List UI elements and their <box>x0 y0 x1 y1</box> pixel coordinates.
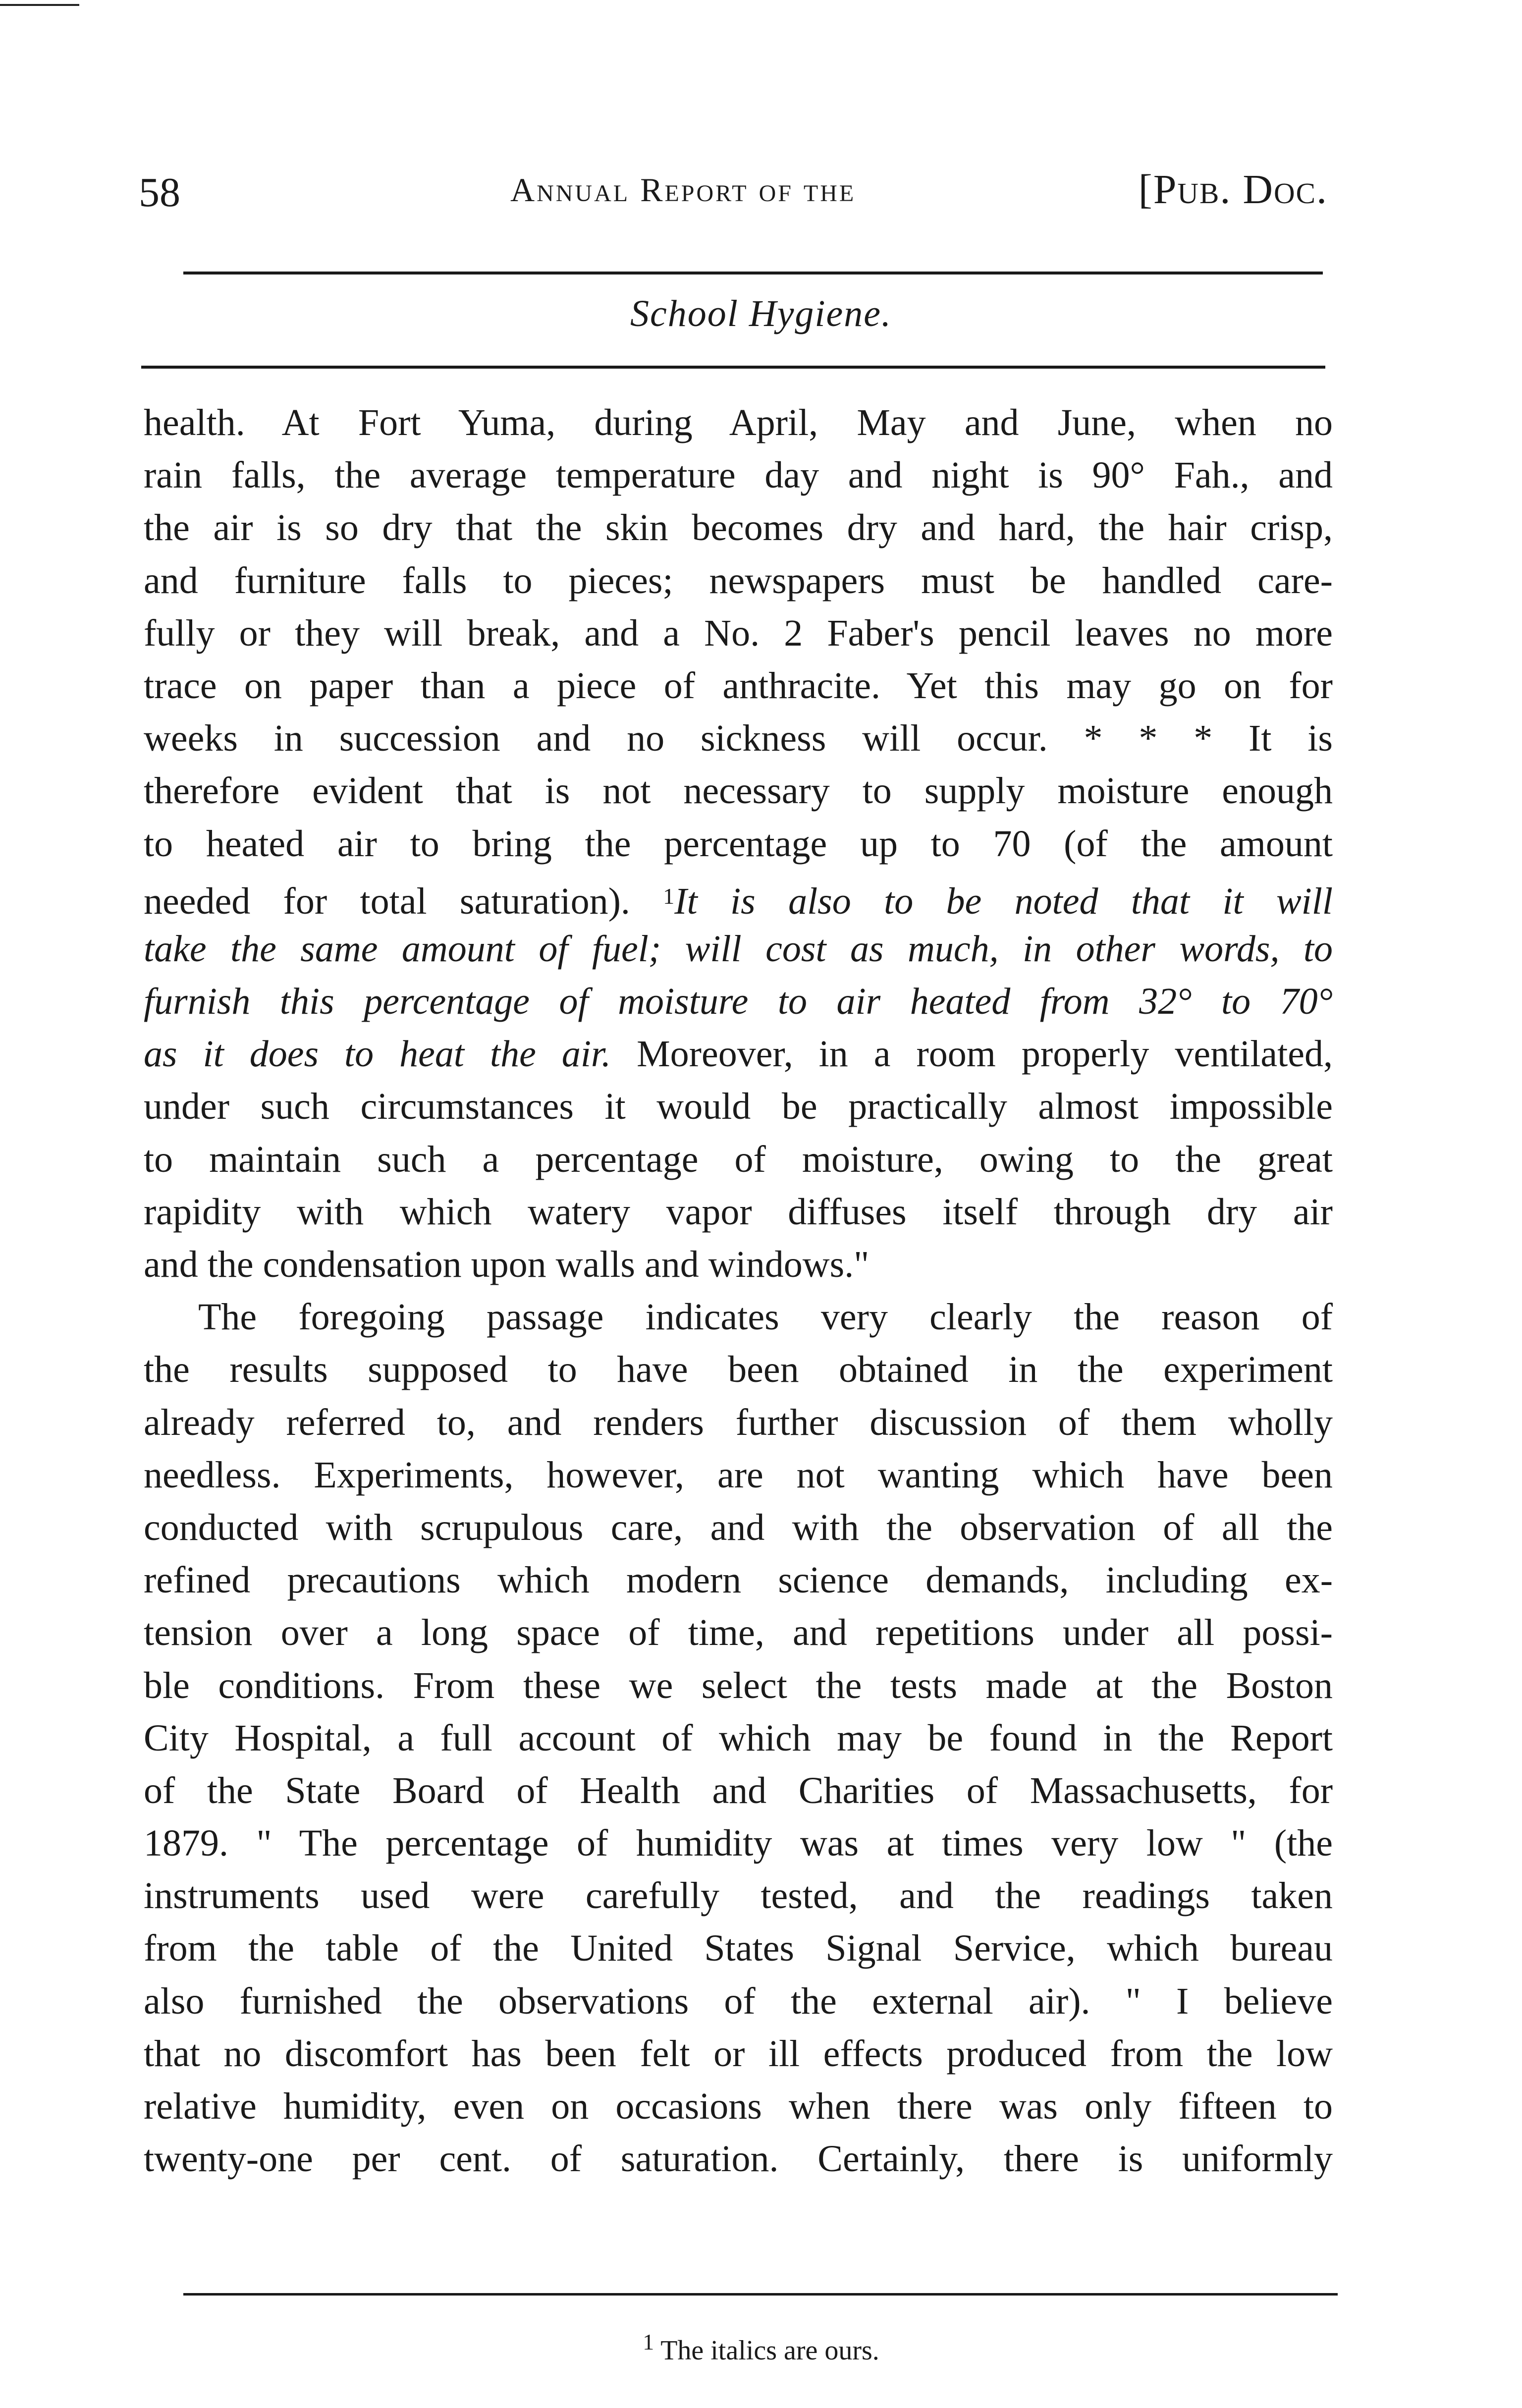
text-line: needless. Experiments, however, are not wanting which have been <box>144 1454 1333 1496</box>
text-line: tension over a long space of time, and repetitions under all possi- <box>144 1612 1333 1654</box>
text-line: and furniture falls to pieces; newspapers must be handled care- <box>144 559 1333 602</box>
italic-segment: as it does to heat the air. <box>144 1033 611 1075</box>
page-header <box>139 164 1328 223</box>
text-line: relative humidity, even on occasions when there was only fifteen to <box>144 2085 1333 2127</box>
text-line-mixed <box>144 1028 1333 1080</box>
footnote-marker: 1 <box>643 2329 654 2354</box>
text-line: 1879. " The percentage of humidity was at times very low " (the <box>144 1822 1333 1864</box>
text-line: to maintain such a percentage of moisture, owing to the great <box>144 1138 1333 1180</box>
text-line: twenty-one per cent. of saturation. Certainly, there is uniformly <box>144 2138 1333 2180</box>
text-line: health. At Fort Yuma, during April, May and June, when no <box>144 402 1333 443</box>
section-title: School Hygiene. <box>630 293 892 334</box>
text-line: conducted with scrupulous care, and with the observation of all the <box>144 1506 1333 1548</box>
text-line: rain falls, the average temperature day and night is 90° Fah., and <box>144 454 1333 496</box>
text-segment: needed for total saturation). <box>144 880 630 922</box>
text-line: already referred to, and renders further discussion of them wholly <box>144 1401 1333 1443</box>
body-text <box>144 396 1333 2185</box>
text-line: trace on paper than a piece of anthracite. Yet this may go on for <box>144 664 1333 707</box>
italic-segment: take the same amount of fuel; will cost as much, in other words, to <box>144 928 1333 970</box>
text-line: City Hospital, a full account of which may be found in the Report <box>144 1717 1333 1759</box>
footnote <box>0 2329 1522 2366</box>
text-line: refined precautions which modern science demands, including ex- <box>144 1559 1333 1601</box>
text-line: instruments used were carefully tested, and the readings taken <box>144 1875 1333 1917</box>
text-line: also furnished the observations of the external air). " I believe <box>144 1980 1333 2022</box>
text-line-italic <box>144 975 1333 1028</box>
italic-segment: furnish this percentage of moisture to air heated from 32° to 70° <box>144 981 1333 1023</box>
footnote-rule <box>183 2293 1338 2296</box>
text-line-mixed <box>144 870 1333 923</box>
text-segment: Moreover, in a room properly ventilated, <box>637 1033 1333 1075</box>
text-line: fully or they will break, and a No. 2 Faber's pencil leaves no more <box>144 612 1333 654</box>
footnote-text: The italics are ours. <box>660 2335 879 2366</box>
header-rule <box>183 272 1323 274</box>
text-line: therefore evident that is not necessary to supply moisture enough <box>144 770 1333 812</box>
scan-edge-mark <box>0 4 79 6</box>
footnote-reference: 1 <box>663 883 675 909</box>
text-line: the air is so dry that the skin becomes dry and hard, the hair crisp, <box>144 507 1333 549</box>
text-line: The foregoing passage indicates very clearly the reason of <box>198 1296 1333 1338</box>
running-title: Annual Report of the <box>510 171 856 209</box>
text-line-italic <box>144 923 1333 975</box>
text-line: from the table of the United States Signal Service, which bureau <box>144 1927 1333 1970</box>
text-line: ble conditions. From these we select the tests made at the Boston <box>144 1664 1333 1706</box>
text-line: weeks in succession and no sickness will occur. * * * It is <box>144 717 1333 760</box>
text-line: rapidity with which watery vapor diffuses itself through dry air <box>144 1191 1333 1233</box>
text-line: the results supposed to have been obtained in the experiment <box>144 1349 1333 1391</box>
document-label: [Pub. Doc. <box>1138 166 1328 213</box>
text-line: under such circumstances it would be practically almost impossible <box>144 1086 1333 1128</box>
text-line: to heated air to bring the percentage up to 70 (of the amount <box>144 822 1333 865</box>
text-line: and the condensation upon walls and windows." <box>144 1244 870 1285</box>
italic-segment: It is also to be noted that it will <box>674 880 1333 922</box>
page-number: 58 <box>139 169 180 216</box>
section-rule <box>141 366 1325 369</box>
text-line: of the State Board of Health and Charities of Massachusetts, for <box>144 1769 1333 1811</box>
text-line: that no discomfort has been felt or ill effects produced from the low <box>144 2032 1333 2075</box>
